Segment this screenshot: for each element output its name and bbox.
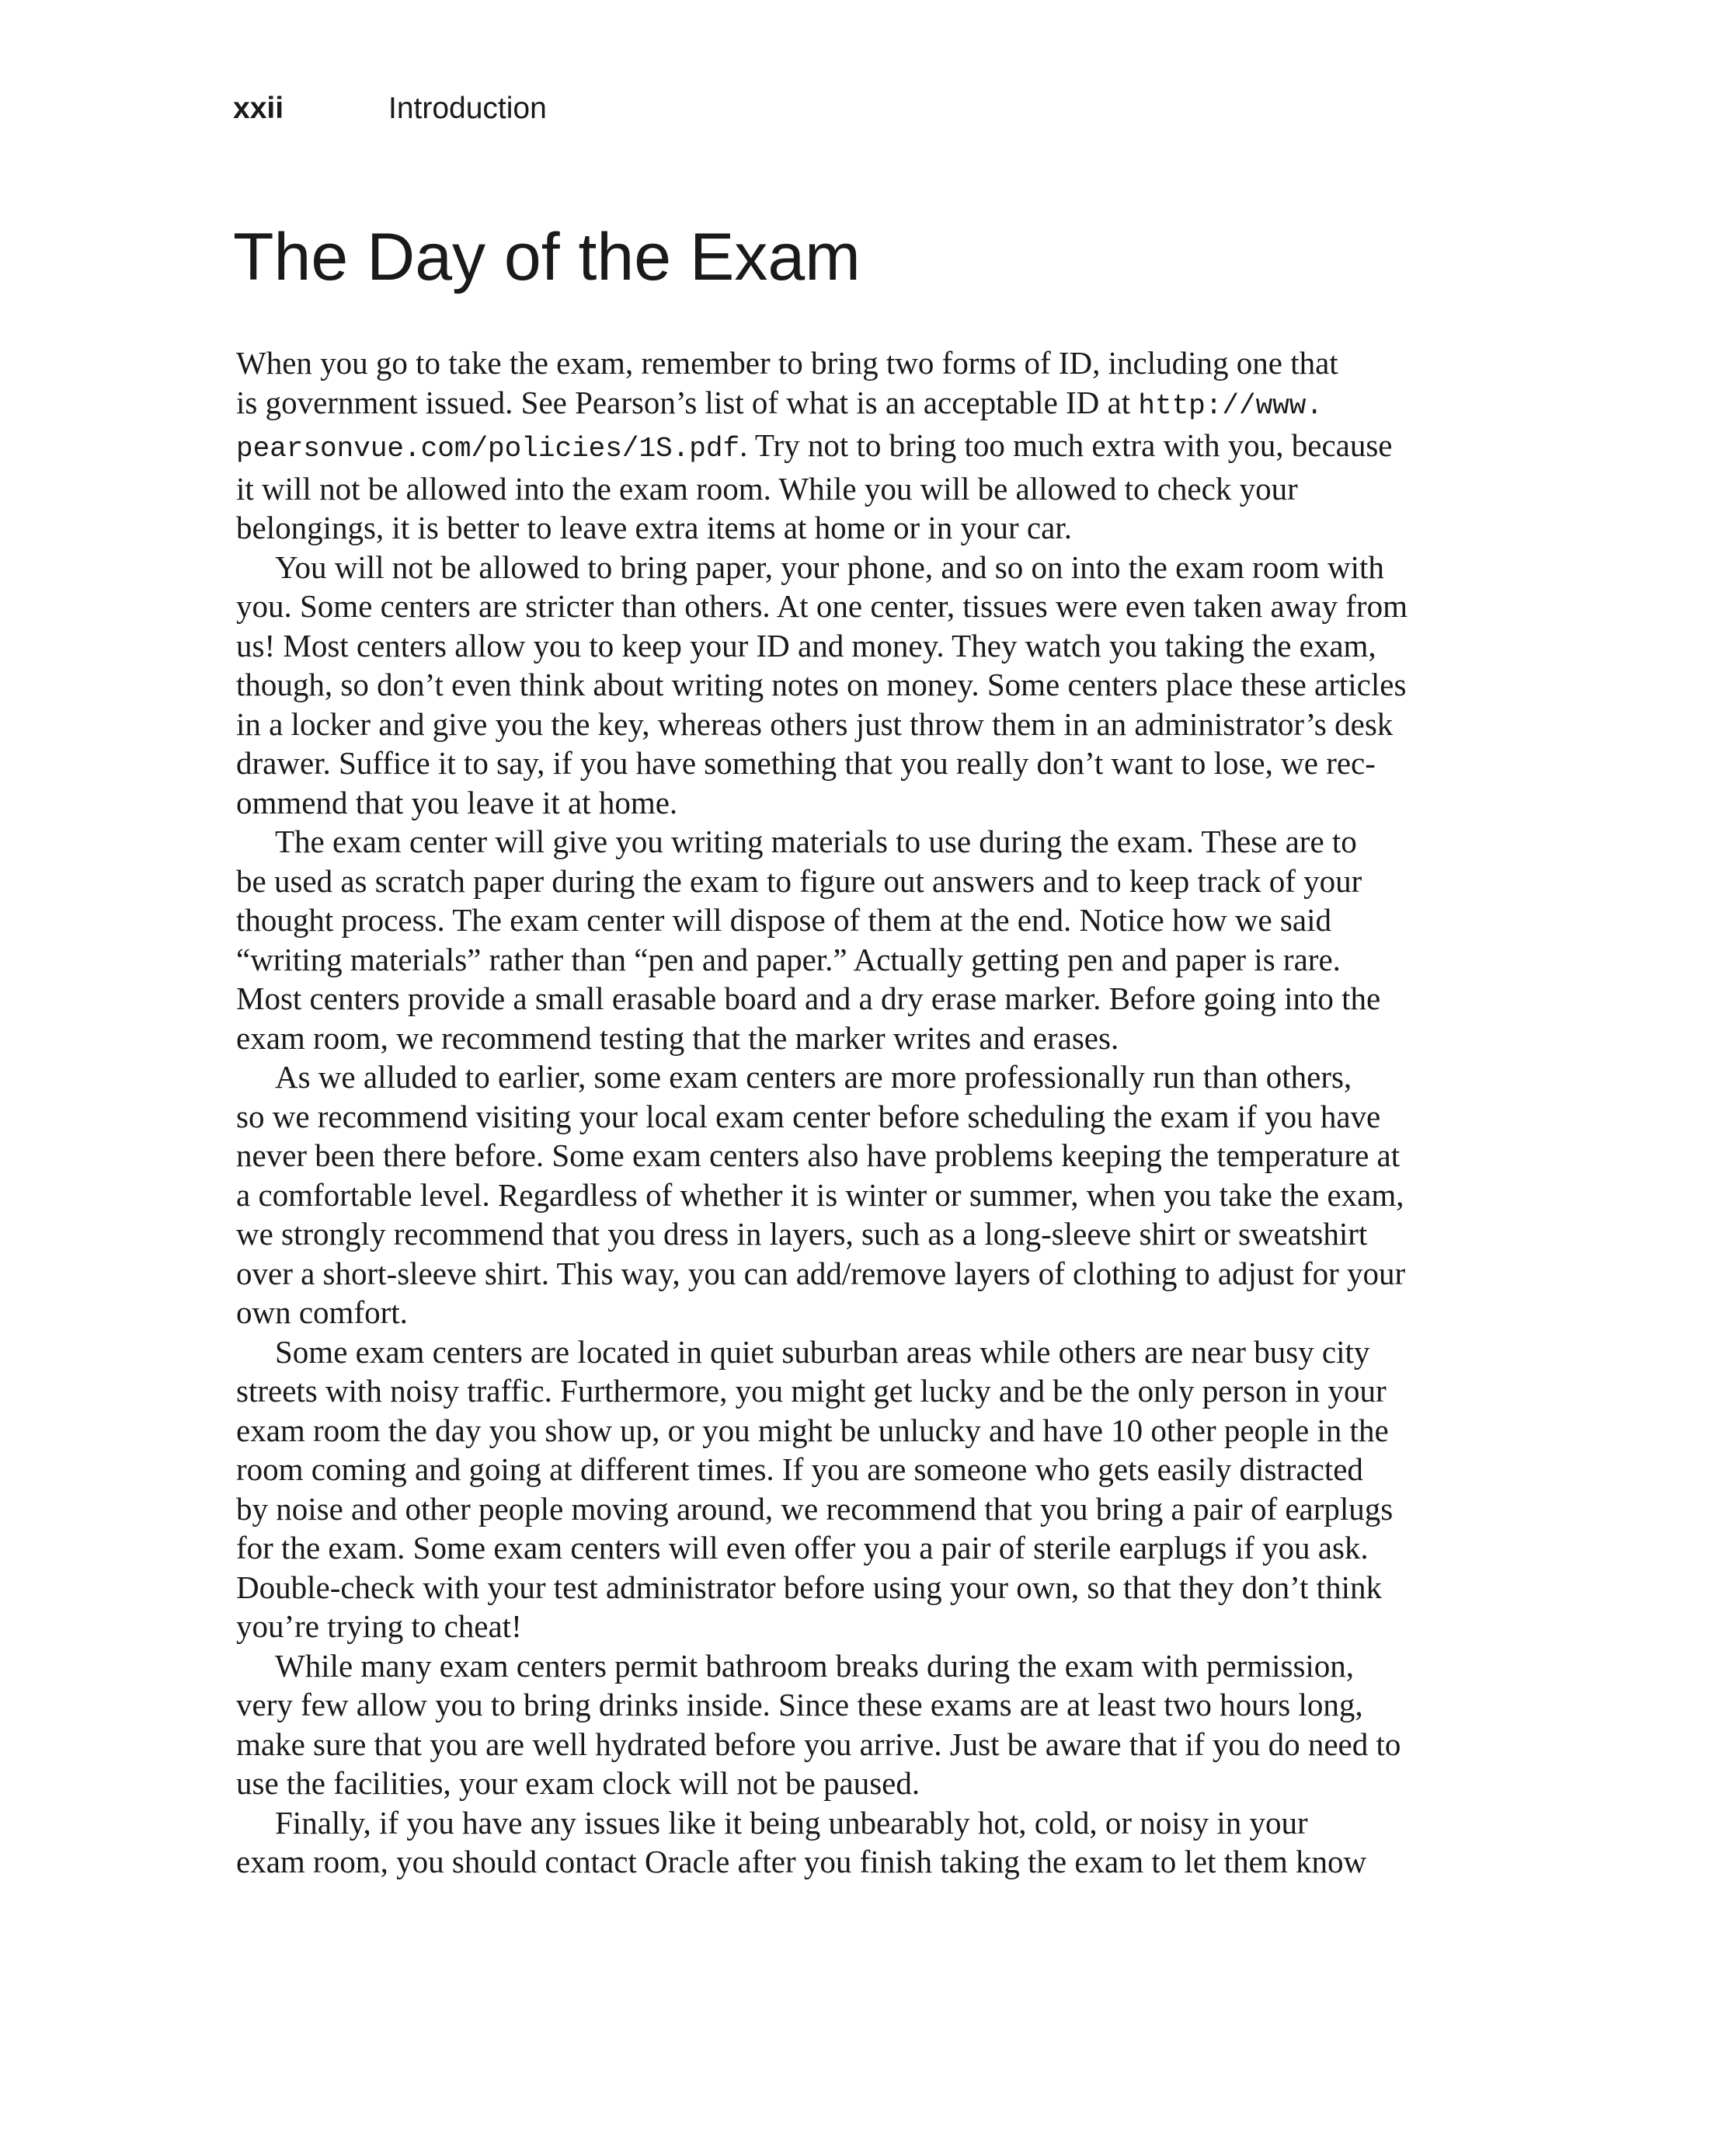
- text-line: While many exam centers permit bathroom breaks during the exam with permission,: [275, 1647, 1355, 1684]
- text-line: a comfortable level. Regardless of whether it is winter or summer, when you take the exam,: [236, 1176, 1404, 1213]
- text-line: it will not be allowed into the exam room. While you will be allowed to check your: [236, 470, 1298, 507]
- body-text: [236, 343, 1495, 1882]
- text-line: [236, 383, 1495, 427]
- url-link-start[interactable]: http://www.: [1138, 389, 1324, 422]
- text-line: As we alluded to earlier, some exam centers are more professionally run than others,: [275, 1059, 1352, 1095]
- text-line: exam room, we recommend testing that the marker writes and erases.: [236, 1019, 1119, 1056]
- text-line: [236, 426, 1495, 469]
- text-line: make sure that you are well hydrated before you arrive. Just be aware that if you do need to: [236, 1726, 1401, 1762]
- text-line: Double-check with your test administrator before using your own, so that they don’t think: [236, 1569, 1382, 1605]
- url-link-end[interactable]: pearsonvue.com/policies/1S.pdf: [236, 433, 740, 465]
- text-line: Finally, if you have any issues like it being unbearably hot, cold, or noisy in your: [275, 1804, 1308, 1841]
- text-line: “writing materials” rather than “pen and paper.” Actually getting pen and paper is rare.: [236, 941, 1341, 977]
- text-line: by noise and other people moving around, we recommend that you bring a pair of earplugs: [236, 1490, 1394, 1527]
- text-line: never been there before. Some exam centers also have problems keeping the temperature at: [236, 1137, 1401, 1173]
- text-line: Most centers provide a small erasable board and a dry erase marker. Before going into the: [236, 980, 1381, 1016]
- text-line: very few allow you to bring drinks inside. Since these exams are at least two hours long,: [236, 1687, 1363, 1722]
- paragraph: [236, 1332, 1495, 1646]
- text-line: be used as scratch paper during the exam to figure out answers and to keep track of your: [236, 862, 1362, 899]
- text-line: You will not be allowed to bring paper, your phone, and so on into the exam room with: [275, 549, 1384, 585]
- text-line: streets with noisy traffic. Furthermore, you might get lucky and be the only person in your: [236, 1373, 1387, 1409]
- text-line: you. Some centers are stricter than others. At one center, tissues were even taken away from: [236, 588, 1408, 624]
- text-line: we strongly recommend that you dress in layers, such as a long-sleeve shirt or sweatshirt: [236, 1216, 1368, 1252]
- text-line: room coming and going at different times. If you are someone who gets easily distracted: [236, 1451, 1363, 1487]
- paragraph: [236, 548, 1495, 823]
- text-line: for the exam. Some exam centers will even offer you a pair of sterile earplugs if you ask.: [236, 1530, 1369, 1566]
- text-run: . Try not to bring too much extra with you, because: [739, 427, 1393, 463]
- text-line: so we recommend visiting your local exam center before scheduling the exam if you have: [236, 1098, 1381, 1134]
- paragraph: [236, 1057, 1495, 1332]
- text-line: ommend that you leave it at home.: [236, 784, 678, 820]
- running-head-title: Introduction: [388, 92, 547, 125]
- running-head: [233, 87, 547, 131]
- text-line: The exam center will give you writing materials to use during the exam. These are to: [275, 824, 1357, 859]
- text-line: use the facilities, your exam clock will not be paused.: [236, 1765, 920, 1801]
- paragraph: [236, 1646, 1495, 1803]
- paragraph: [236, 343, 1495, 548]
- text-line: Some exam centers are located in quiet suburban areas while others are near busy city: [275, 1333, 1370, 1370]
- text-line: over a short-sleeve shirt. This way, you can add/remove layers of clothing to adjust for your: [236, 1255, 1406, 1291]
- text-line: thought process. The exam center will dispose of them at the end. Notice how we said: [236, 902, 1331, 938]
- text-line: you’re trying to cheat!: [236, 1608, 522, 1644]
- page-number: xxii: [233, 92, 284, 125]
- text-run: is government issued. See Pearson’s list of what is an acceptable ID at: [236, 384, 1139, 420]
- text-line: own comfort.: [236, 1294, 408, 1330]
- text-line: us! Most centers allow you to keep your ID and money. They watch you taking the exam,: [236, 627, 1376, 664]
- text-line: though, so don’t even think about writing notes on money. Some centers place these articles: [236, 667, 1407, 702]
- text-line: exam room, you should contact Oracle after you finish taking the exam to let them know: [236, 1844, 1367, 1879]
- text-line: When you go to take the exam, remember to bring two forms of ID, including one that: [236, 345, 1338, 381]
- section-title: The Day of the Exam: [233, 220, 861, 294]
- paragraph: [236, 1803, 1495, 1882]
- text-line: in a locker and give you the key, whereas others just throw them in an administrator’s desk: [236, 705, 1394, 742]
- text-line: belongings, it is better to leave extra items at home or in your car.: [236, 510, 1072, 545]
- paragraph: [236, 822, 1495, 1057]
- text-line: drawer. Suffice it to say, if you have something that you really don’t want to lose, we rec-: [236, 745, 1376, 781]
- text-line: exam room the day you show up, or you might be unlucky and have 10 other people in the: [236, 1412, 1389, 1448]
